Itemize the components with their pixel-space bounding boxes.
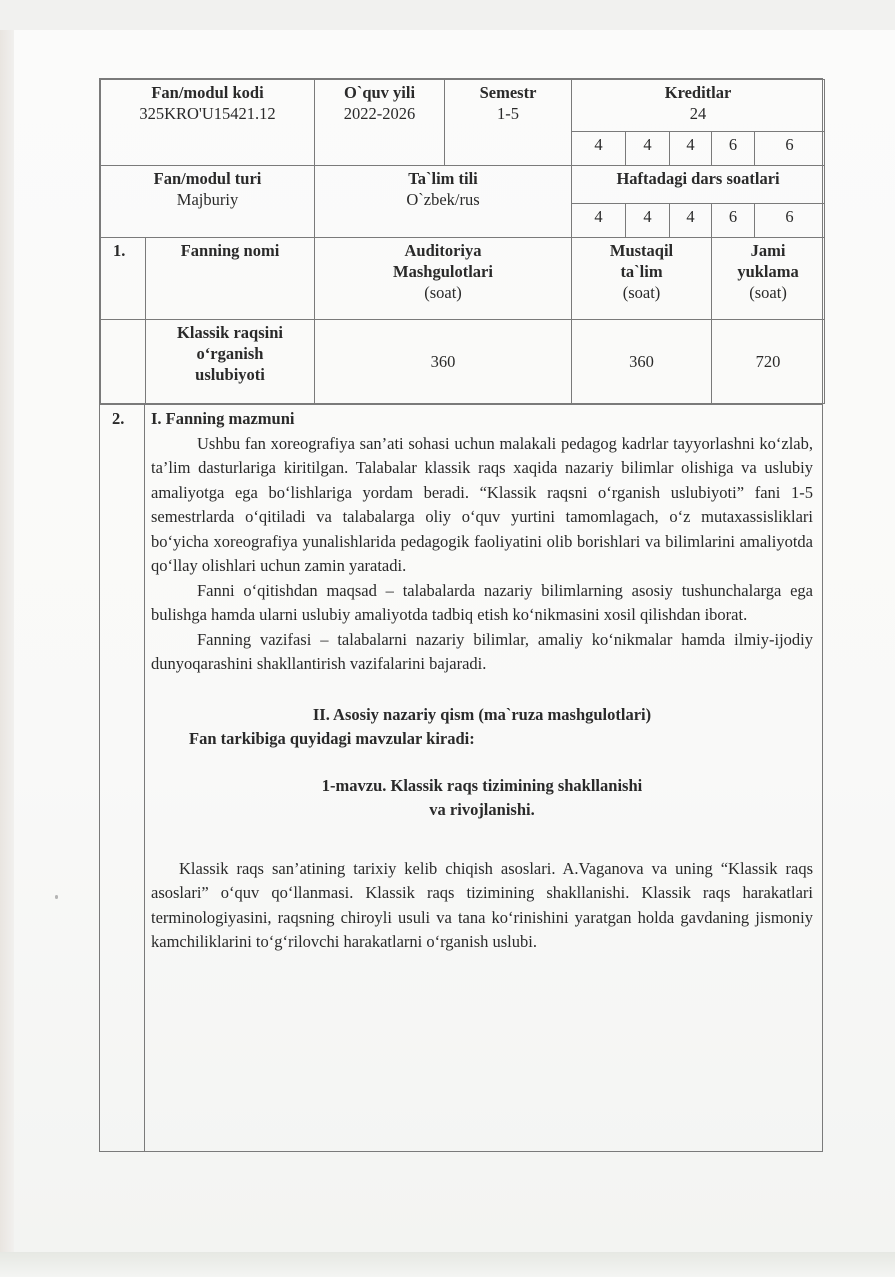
independent-hours: 360 (572, 320, 712, 404)
academic-year-value: 2022-2026 (343, 104, 416, 123)
subject-name-line1: Klassik raqsini (177, 323, 283, 342)
page-edge-shadow (0, 30, 14, 1277)
auditory-header (315, 238, 572, 320)
credits-cell (572, 80, 825, 132)
section-2-title: I. Fanning mazmuni (151, 409, 295, 428)
semester-value: 1-5 (497, 104, 520, 123)
semester-cell (445, 80, 572, 166)
weekly-hours-label: Haftadagi dars soatlari (616, 169, 780, 188)
topic-1-text: Klassik raqs san’atining tarixiy kelib chiqish asoslari. A.Vaganova va uning “Klassik raqs asoslari” o‘quv qo‘llanmasi. Klassik raqs tizimining shakllanishi. Klassik raqs harakatlari terminologiyasini, raqsning chiroyli usuli va tana ko‘rinishini yaratgan holda gavdaning jismoniy kamchiliklarini to‘g‘rilovchi harakatlarni o‘rganish uslubi. (151, 858, 813, 951)
section-2-number: 2. (100, 405, 145, 1151)
subject-name-cell (146, 320, 315, 404)
independent-header-unit: (soat) (622, 283, 661, 302)
credits-label: Kreditlar (664, 83, 732, 102)
module-type-value: Majburiy (176, 190, 239, 209)
section-2-body (145, 405, 822, 1151)
scanner-bottom-band (0, 1252, 895, 1277)
weekly-hours-sem-4: 6 (712, 204, 755, 238)
independent-header-line1: Mustaqil (609, 241, 674, 260)
section-1-empty-index (101, 320, 146, 404)
total-header-unit: (soat) (749, 283, 787, 302)
module-type-label: Fan/modul turi (153, 169, 262, 188)
semester-label: Semestr (479, 83, 537, 102)
part-2-subtitle: Fan tarkibiga quyidagi mavzular kiradi: (189, 729, 475, 748)
syllabus-table (99, 78, 823, 1152)
credit-sem-4: 6 (712, 132, 755, 166)
weekly-hours-sem-1: 4 (572, 204, 626, 238)
goal-paragraph: Fanni o‘qitishdan maqsad – talabalarda nazariy bilimlarning asosiy tushunchalarga ega bulishga hamda ularni uslubiy amaliyotda tadbiq etish ko‘nikmasini xosil qilishdan iborat. (151, 580, 813, 624)
language-cell (315, 166, 572, 238)
auditory-header-line1: Auditoriya (404, 241, 482, 260)
language-label: Ta`lim tili (408, 169, 478, 188)
total-header-line2: yuklama (737, 262, 799, 281)
subject-name-line3: uslubiyoti (195, 365, 265, 384)
auditory-header-unit: (soat) (424, 283, 462, 302)
module-code-value: 325KRO'U15421.12 (139, 104, 276, 123)
weekly-hours-sem-3: 4 (670, 204, 712, 238)
credit-sem-1: 4 (572, 132, 626, 166)
total-header-line1: Jami (750, 241, 786, 260)
module-type-cell (101, 166, 315, 238)
topic-1-title-line2: va rivojlanishi. (429, 800, 535, 819)
task-paragraph: Fanning vazifasi – talabalarni nazariy bilimlar, amaliy ko‘nikmalar hamda ilmiy-ijodiy dunyoqarashini shakllantirish vazifalarini bajaradi. (151, 629, 813, 673)
weekly-hours-sem-2: 4 (626, 204, 670, 238)
credit-sem-3: 4 (670, 132, 712, 166)
topic-1-title-line1: 1-mavzu. Klassik raqs tizimining shakllanishi (321, 775, 643, 795)
auditory-hours: 360 (315, 320, 572, 404)
independent-header (572, 238, 712, 320)
language-value: O`zbek/rus (406, 190, 480, 209)
credit-sem-2: 4 (626, 132, 670, 166)
subject-name-header: Fanning nomi (146, 238, 315, 320)
subject-name-line2: o‘rganish (196, 344, 264, 363)
section-1-number: 1. (101, 238, 146, 320)
intro-paragraph: Ushbu fan xoreografiya san’ati sohasi uchun malakali pedagog kadrlar tayyorlashni ko‘zlab, ta’lim dasturlariga kiritilgan. Talabalar klassik raqs xaqida nazariy bilimlar olishiga va uslubiy amaliyotga ega bo‘lishlariga yordam beradi. “Klassik raqsni o‘rganish uslubiyoti” fani 1-5 semestrlarda o‘qitiladi va talabalarga oliy o‘quv yurtini tamomlagach, o‘z mutaxassisliklari bo‘yicha xoreografiya yunalishlarida pedagogik faoliyatini olib borishlari va bilimlarini amaliyotda qo‘llay olishlari uchun zamin yaratadi. (151, 433, 813, 575)
credits-total: 24 (689, 104, 707, 123)
total-header (712, 238, 825, 320)
weekly-hours-sem-5: 6 (755, 204, 825, 238)
total-hours: 720 (712, 320, 825, 404)
academic-year-label: O`quv yili (343, 83, 416, 102)
auditory-header-line2: Mashgulotlari (393, 262, 493, 281)
academic-year-cell (315, 80, 445, 166)
scan-speck (55, 895, 58, 899)
module-code-label: Fan/modul kodi (151, 83, 264, 102)
part-2-title: II. Asosiy nazariy qism (ma`ruza mashgulotlari) (312, 704, 652, 724)
section-2 (100, 404, 822, 1151)
credit-sem-5: 6 (755, 132, 825, 166)
module-code-cell (101, 80, 315, 166)
independent-header-line2: ta`lim (620, 262, 663, 281)
weekly-hours-cell (572, 166, 825, 204)
header-table (100, 79, 825, 404)
